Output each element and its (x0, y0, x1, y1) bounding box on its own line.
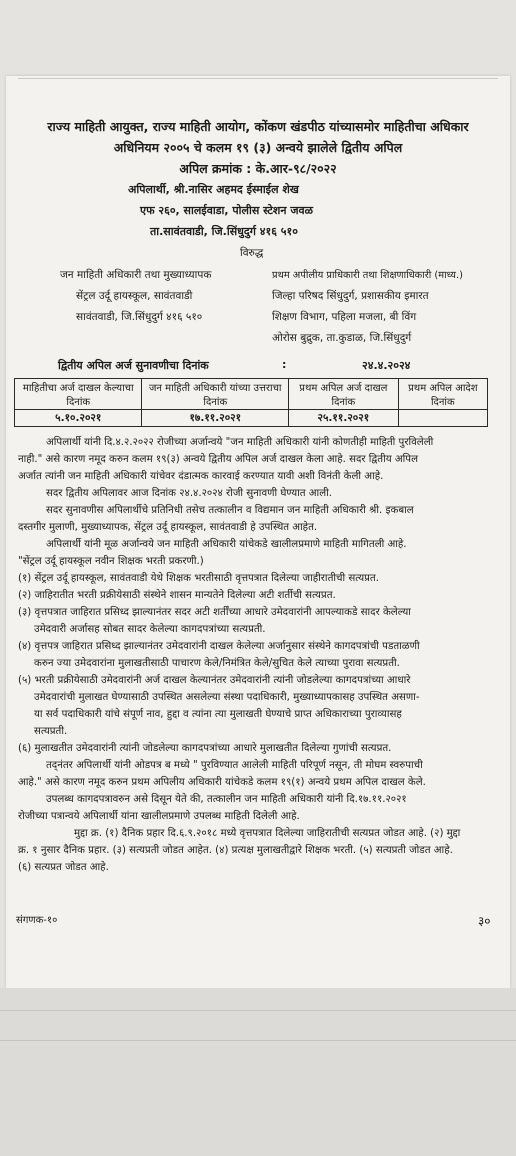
table-header: प्रथम अपिल अर्ज दाखल दिनांक (289, 379, 399, 410)
hearing-colon: : (282, 358, 287, 371)
body-line: दस्तगीर मुलाणी, मुख्याध्यापक, सेंट्रल उर्दू हायस्कूल, सावंतवाडी हे उपस्थित आहेत. (18, 522, 318, 533)
table-cell: २५.११.२०२१ (289, 410, 399, 427)
body-line: रोजीच्या पत्रान्वये अपिलार्थी यांना खालीलप्रमाणे उपलब्ध माहिती दिलेली आहे. (18, 811, 300, 822)
respondent-right-1: प्रथम अपीलीय प्राधिकारी तथा शिक्षणाधिकारी (माध्य.) (272, 270, 463, 281)
body-line: उमेदवारांची मुलाखत घेण्यासाठी उपस्थित असलेल्या संस्था पदाधिकारी, मुख्याध्यापकासह उपस्थित असणा- (34, 692, 420, 703)
respondent-right-2: जिल्हा परिषद सिंधुदुर्ग, प्रशासकीय इमारत (272, 290, 429, 302)
body-line: क्र. १ नुसार दैनिक प्रहार. (३) सत्यप्रती जोडत आहेत. (४) प्रत्यक्ष मुलाखतीद्वारे शिक्षक भरती. (५) सत्यप्रती जोडत आहे. (18, 845, 453, 856)
body-line: उमेदवारी अर्जासह सोबत सादर केलेल्या कागदपत्रांच्या सत्यप्रती. (34, 624, 266, 635)
order-body (18, 434, 492, 876)
body-line: (५) भरती प्रक्रीयेसाठी उमेदवारांनी अर्ज दाखल केल्यानंतर उमेदवारांनी त्यांनी जोडलेल्या कागदपत्रांच्या आधारे (18, 675, 411, 686)
body-line: आहे." असे कारण नमूद करुन प्रथम अपिलीय अधिकारी यांचेकडे कलम १९(१) अन्वये प्रथम अपिल दाखल केले. (18, 777, 426, 788)
respondent-left-1: जन माहिती अधिकारी तथा मुख्याध्यापक (60, 269, 212, 281)
header-line-2: अधिनियम २००५ चे कलम १९ (३) अन्वये झालेले द्वितीय अपिल (113, 140, 403, 155)
body-line: नाही." असे कारण नमूद करुन कलम १९(३) अन्वये द्वितीय अपिल अर्ज दाखल केला आहे. सदर द्वितीय अपिल (18, 454, 418, 465)
body-line: या सर्व पदाधिकारी यांचे संपूर्ण नाव, हुद्दा व त्यांना त्या मुलाखती घेण्याचे प्राप्त अधिकाराच्या पुराव्यासह (34, 709, 402, 720)
paper-fold-line (0, 1010, 516, 1011)
respondent-left-2: सेंट्रल उर्दू हायस्कूल, सावंतवाडी (76, 290, 193, 302)
respondent-right-4: ओरोस बुद्रुक, ता.कुडाळ, जि.सिंधुदुर्ग (272, 332, 412, 344)
dates-header-row (15, 379, 488, 410)
appellant-address-2: ता.सावंतवाडी, जि.सिंधुदुर्ग ४१६ ५१० (150, 225, 298, 238)
body-line: सदर द्वितीय अपिलावर आज दिनांक २४.४.२०२४ रोजी सुनावणी घेण्यात आली. (46, 488, 332, 499)
body-line: अर्जात त्यांनी जन माहिती अधिकारी यांचेवर दंडात्मक कारवाई करण्यात यावी अशी विनंती केली आहे. (18, 471, 384, 482)
background-surface (0, 988, 516, 1156)
body-line: (३) वृत्तपत्रात जाहिरात प्रसिध्द झाल्यानंतर सदर अटी शर्तींच्या आधारे उमेदवारांनी आपल्याकडे सादर केलेल्या (18, 607, 411, 618)
table-cell: १७.११.२०२१ (142, 410, 289, 427)
top-rule (18, 78, 498, 79)
appeal-number: अपिल क्रमांक : के.आर-९८/२०२२ (179, 161, 337, 176)
table-header: माहितीचा अर्ज दाखल केल्याचा दिनांक (15, 379, 142, 410)
paper-fold-line (0, 1040, 516, 1041)
body-line: उपलब्ध कागदपत्रावरुन असे दिसून येते की, तत्कालीन जन माहिती अधिकारी यांनी दि.१७.११.२०२१ (46, 794, 407, 805)
body-line: सत्यप्रती. (34, 726, 68, 737)
appellant-address-1: एफ २६०, सालईवाडा, पोलीस स्टेशन जवळ (140, 204, 313, 217)
respondent-right-3: शिक्षण विभाग, पहिला मजला, बी विंग (272, 311, 417, 323)
table-header: प्रथम अपिल आदेश दिनांक (398, 379, 487, 410)
page-number: ३० (478, 914, 491, 928)
body-line: अपिलार्थी यांनी दि.४.२.२०२२ रोजीच्या अर्जान्वये "जन माहिती अधिकारी यांनी कोणतीही माहिती पुरविलेली (46, 437, 434, 448)
body-line: (२) जाहिरातीत भरती प्रक्रीयेसाठी संस्थेने शासन मान्यतेने दिलेल्या अटी शर्तीची सत्यप्रत. (18, 590, 336, 601)
hearing-date: २४.४.२०२४ (362, 359, 411, 372)
body-line: करुन ज्या उमेदवारांना मुलाखतीसाठी पाचारण केले/निमंत्रित केले/सुचित केले त्याच्या पुरावा सत्यप्रती. (34, 658, 400, 669)
body-line: सदर सुनावणीस अपिलार्थीचे प्रतिनिधी तसेच तत्कालीन व विद्यमान जन माहिती अधिकारी श्री. इकबाल (46, 505, 414, 516)
body-line: अपिलार्थी यांनी मूळ अर्जान्वये जन माहिती अधिकारी यांचेकडे खालीलप्रमाणे माहिती मागितली आहे. (46, 539, 407, 550)
table-header: जन माहिती अधिकारी यांच्या उत्तराचा दिनांक (142, 379, 289, 410)
versus-label: विरुद्ध (240, 247, 264, 259)
table-cell (398, 410, 487, 427)
body-line: "सेंट्रल उर्दू हायस्कूल नवीन शिक्षक भरती प्रकरणी.) (18, 556, 204, 567)
hearing-label: द्वितीय अपिल अर्ज सुनावणीचा दिनांक (58, 359, 209, 372)
appellant-name: अपिलार्थी, श्री.नासिर अहमद ईस्माईल शेख (128, 183, 299, 196)
body-line: (४) वृत्तपत्र जाहिरात प्रसिध्द झाल्यानंतर उमेदवारांनी दाखल केलेल्या अर्जानुसार संस्थेने कागदपत्रांची पडताळणी (18, 641, 420, 652)
body-line: तद्नंतर अपिलार्थी यांनी ओडपत्र ब मध्ये " पुरविण्यात आलेली माहिती परिपूर्ण नसून, ती मोघम स्वरुपाची (46, 760, 423, 771)
footer-computer-ref: संगणक-१० (16, 915, 58, 926)
dates-value-row (15, 410, 488, 427)
body-line: (६) मुलाखतीत उमेदवारांनी त्यांनी जोडलेल्या कागदपत्रांच्या आधारे मुलाखतीत दिलेल्या गुणांची सत्यप्रत. (18, 743, 392, 754)
respondent-left-3: सावंतवाडी, जि.सिंधुदुर्ग ४१६ ५१० (76, 311, 203, 323)
body-line: मुद्दा क्र. (१) दैनिक प्रहार दि.६.९.२०१८ मध्ये वृत्तपत्रात दिलेल्या जाहिरातीची सत्यप्रत जोडत आहे. (२) मुद्दा (74, 828, 461, 839)
header-line-1: राज्य माहिती आयुक्त, राज्य माहिती आयोग, कोंकण खंडपीठ यांच्यासमोर माहितीचा अधिकार (47, 119, 469, 134)
body-line: (६) सत्यप्रत जोडत आहे. (18, 862, 109, 873)
dates-table (14, 378, 488, 427)
table-cell: ५.१०.२०२१ (15, 410, 142, 427)
body-line: (१) सेंट्रल उर्दू हायस्कूल, सावंतवाडी येथे शिक्षक भरतीसाठी वृत्तपत्रात दिलेल्या जाहीरातीची सत्यप्रत. (18, 573, 379, 584)
